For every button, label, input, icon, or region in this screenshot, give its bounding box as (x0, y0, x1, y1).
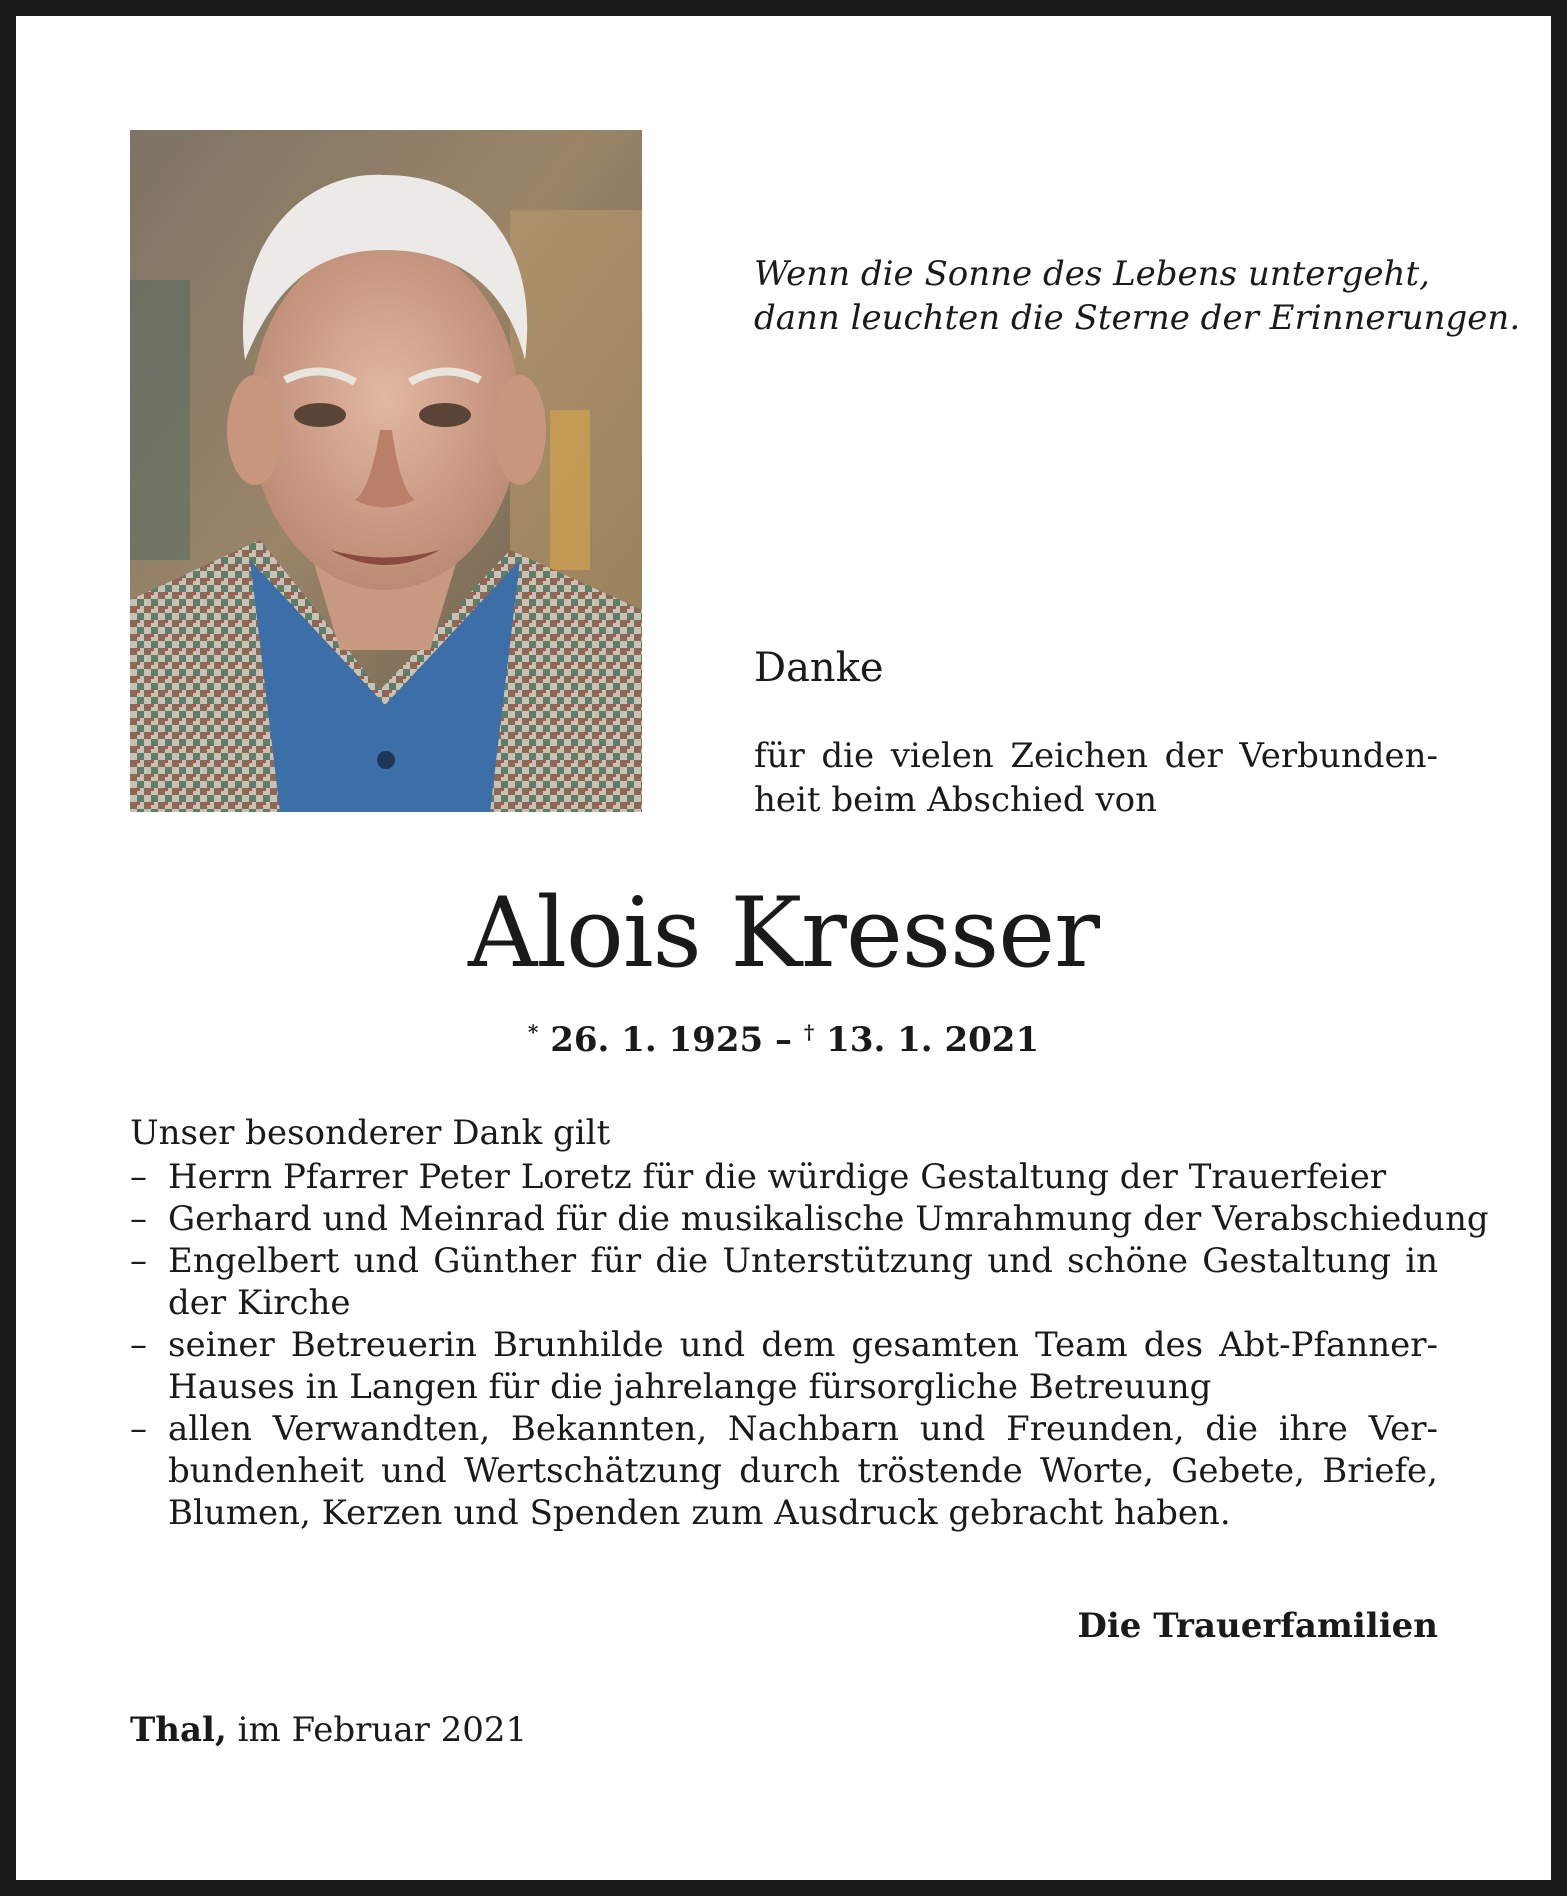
deceased-name: Alois Kresser (468, 877, 1099, 989)
acknowledgement-line: Blumen, Kerzen und Spenden zum Ausdruck gebracht haben. (168, 1493, 1231, 1533)
acknowledgements-list (130, 1156, 1489, 1534)
acknowledgement-line: Engelbert und Günther für die Unterstützung und schöne Gestaltung in (168, 1241, 1438, 1281)
acknowledgement-line: Hauses in Langen für die jahrelange fürsorgliche Betreuung (168, 1367, 1212, 1407)
acknowledgements-intro: Unser besonderer Dank gilt (130, 1113, 611, 1153)
place-town: Thal, (130, 1710, 227, 1750)
signature: Die Trauerfamilien (1077, 1606, 1438, 1646)
place-date: im Februar 2021 (237, 1710, 528, 1750)
dash-bullet: – (130, 1199, 147, 1239)
acknowledgement-item (130, 1408, 1438, 1534)
quote-line: Wenn die Sonne des Lebens untergeht, (754, 254, 1430, 294)
acknowledgement-line: bundenheit und Wertschätzung durch tröstende Worte, Gebete, Briefe, (168, 1451, 1438, 1491)
thanks-line: für die vielen Zeichen der Verbunden- (754, 736, 1438, 776)
birth-symbol: * (527, 1020, 539, 1044)
acknowledgement-line: seiner Betreuerin Brunhilde und dem gesamten Team des Abt-Pfanner- (168, 1325, 1438, 1365)
death-symbol: † (803, 1020, 815, 1044)
acknowledgements (130, 1112, 1489, 1534)
thanks-text (754, 734, 1438, 822)
memorial-quote (754, 252, 1521, 340)
date-separator: – (763, 1020, 804, 1060)
thanks-title: Danke (754, 645, 884, 691)
acknowledgement-line: Gerhard und Meinrad für die musikalische Umrahmung der Verabschiedung (168, 1199, 1489, 1239)
acknowledgement-item (130, 1156, 1438, 1198)
acknowledgement-item (130, 1324, 1438, 1408)
quote-line: dann leuchten die Sterne der Erinnerungen. (754, 298, 1521, 338)
thanks-line: heit beim Abschied von (754, 780, 1158, 820)
acknowledgement-line: der Kirche (168, 1283, 351, 1323)
acknowledgement-item (130, 1198, 1489, 1240)
acknowledgement-line: Herrn Pfarrer Peter Loretz für die würdige Gestaltung der Trauerfeier (168, 1157, 1387, 1197)
death-date: 13. 1. 2021 (826, 1020, 1040, 1060)
dash-bullet: – (130, 1241, 147, 1281)
dash-bullet: – (130, 1325, 147, 1365)
dash-bullet: – (130, 1157, 147, 1197)
life-dates (0, 1010, 1567, 1062)
place-and-date (130, 1708, 527, 1752)
acknowledgement-line: allen Verwandten, Bekannten, Nachbarn und Freunden, die ihre Ver- (168, 1409, 1438, 1449)
acknowledgement-item (130, 1240, 1438, 1324)
birth-date: 26. 1. 1925 (550, 1020, 764, 1060)
portrait-photo (130, 130, 642, 812)
dash-bullet: – (130, 1409, 147, 1449)
